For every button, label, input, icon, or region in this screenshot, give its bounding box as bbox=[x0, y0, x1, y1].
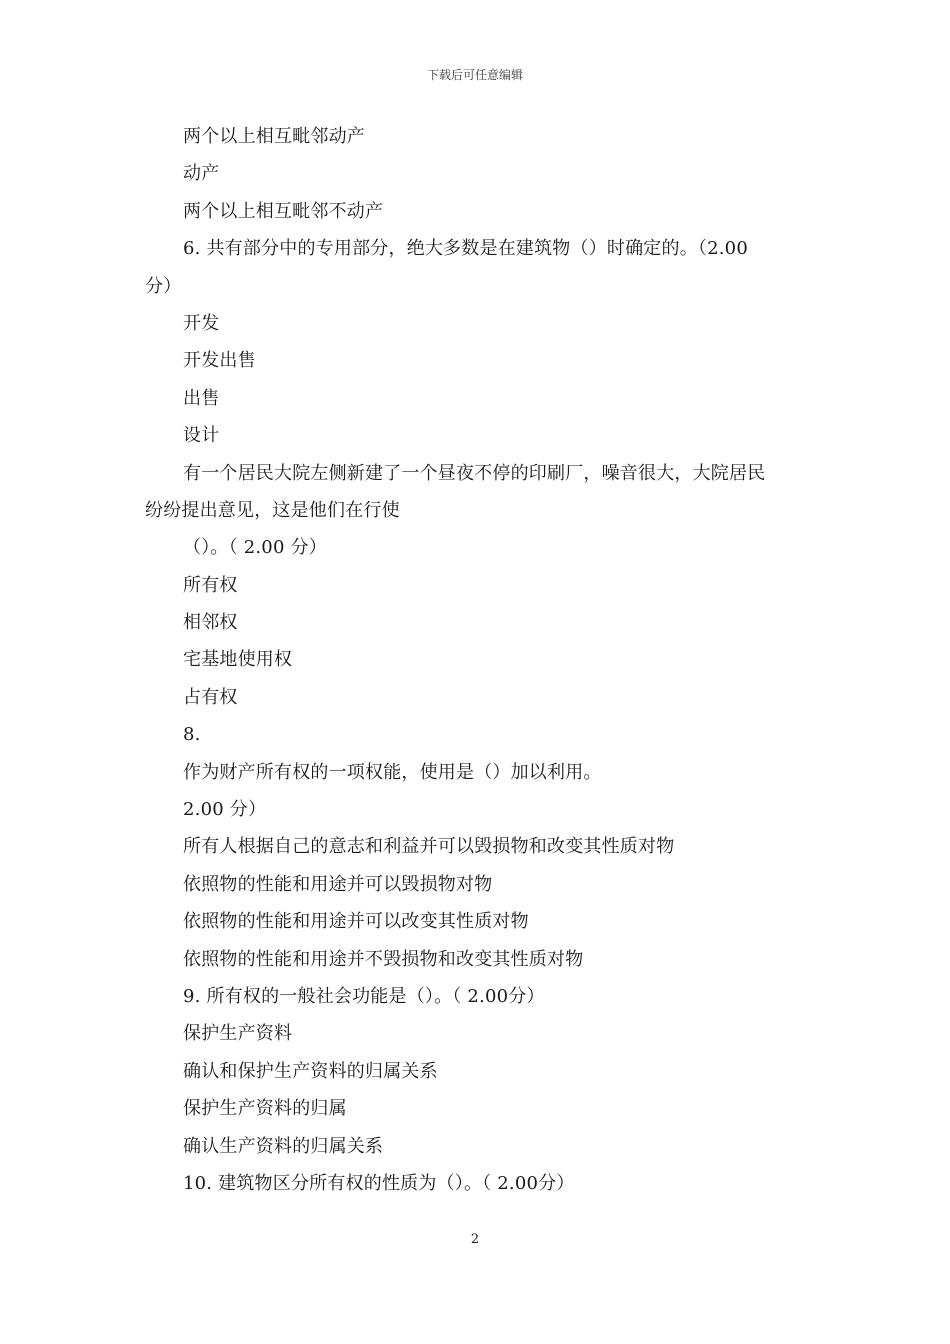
question-6-line: 6. 共有部分中的专用部分，绝大多数是在建筑物（）时确定的。（2.00 bbox=[183, 238, 748, 260]
option-line: 两个以上相互毗邻不动产 bbox=[183, 200, 384, 222]
option-line: 保护生产资料的归属 bbox=[183, 1098, 347, 1120]
option-line: 占有权 bbox=[183, 686, 238, 708]
option-line: 相邻权 bbox=[183, 612, 238, 634]
option-line: 确认和保护生产资料的归属关系 bbox=[183, 1060, 438, 1082]
page-header: 下载后可任意编辑 bbox=[426, 68, 523, 82]
question-8-text: 作为财产所有权的一项权能，使用是（）加以利用。 bbox=[183, 761, 602, 783]
page-number: 2 bbox=[470, 1232, 480, 1247]
option-line: 保护生产资料 bbox=[183, 1023, 293, 1045]
question-7-continuation: 纷纷提出意见，这是他们在行使 bbox=[145, 499, 400, 521]
question-8-number: 8. bbox=[183, 724, 201, 746]
question-8-score: 2.00 分） bbox=[183, 799, 267, 821]
option-line: 依照物的性能和用途并可以改变其性质对物 bbox=[183, 911, 529, 933]
option-line: 依照物的性能和用途并可以毁损物对物 bbox=[183, 873, 493, 895]
option-line: 动产 bbox=[183, 163, 220, 185]
question-10-line: 10. 建筑物区分所有权的性质为（）。（ 2.00分） bbox=[183, 1172, 575, 1194]
option-line: 设计 bbox=[183, 425, 220, 447]
option-line: 宅基地使用权 bbox=[183, 649, 293, 671]
option-line: 依照物的性能和用途并不毁损物和改变其性质对物 bbox=[183, 948, 584, 970]
question-7-line: 有一个居民大院左侧新建了一个昼夜不停的印刷厂，噪音很大，大院居民 bbox=[183, 462, 766, 484]
document-body bbox=[145, 118, 810, 1202]
question-6-continuation: 分） bbox=[145, 275, 182, 297]
option-line: 两个以上相互毗邻动产 bbox=[183, 126, 365, 147]
option-line: 开发 bbox=[183, 312, 220, 334]
option-line: 确认生产资料的归属关系 bbox=[183, 1135, 384, 1157]
option-line: 开发出售 bbox=[183, 350, 256, 372]
option-line: 出售 bbox=[183, 387, 220, 409]
option-line: 所有人根据自己的意志和利益并可以毁损物和改变其性质对物 bbox=[183, 836, 675, 858]
question-7-score: （）。（ 2.00 分） bbox=[183, 537, 327, 559]
option-line: 所有权 bbox=[183, 574, 238, 596]
question-9-line: 9. 所有权的一般社会功能是（）。（ 2.00分） bbox=[183, 985, 545, 1007]
